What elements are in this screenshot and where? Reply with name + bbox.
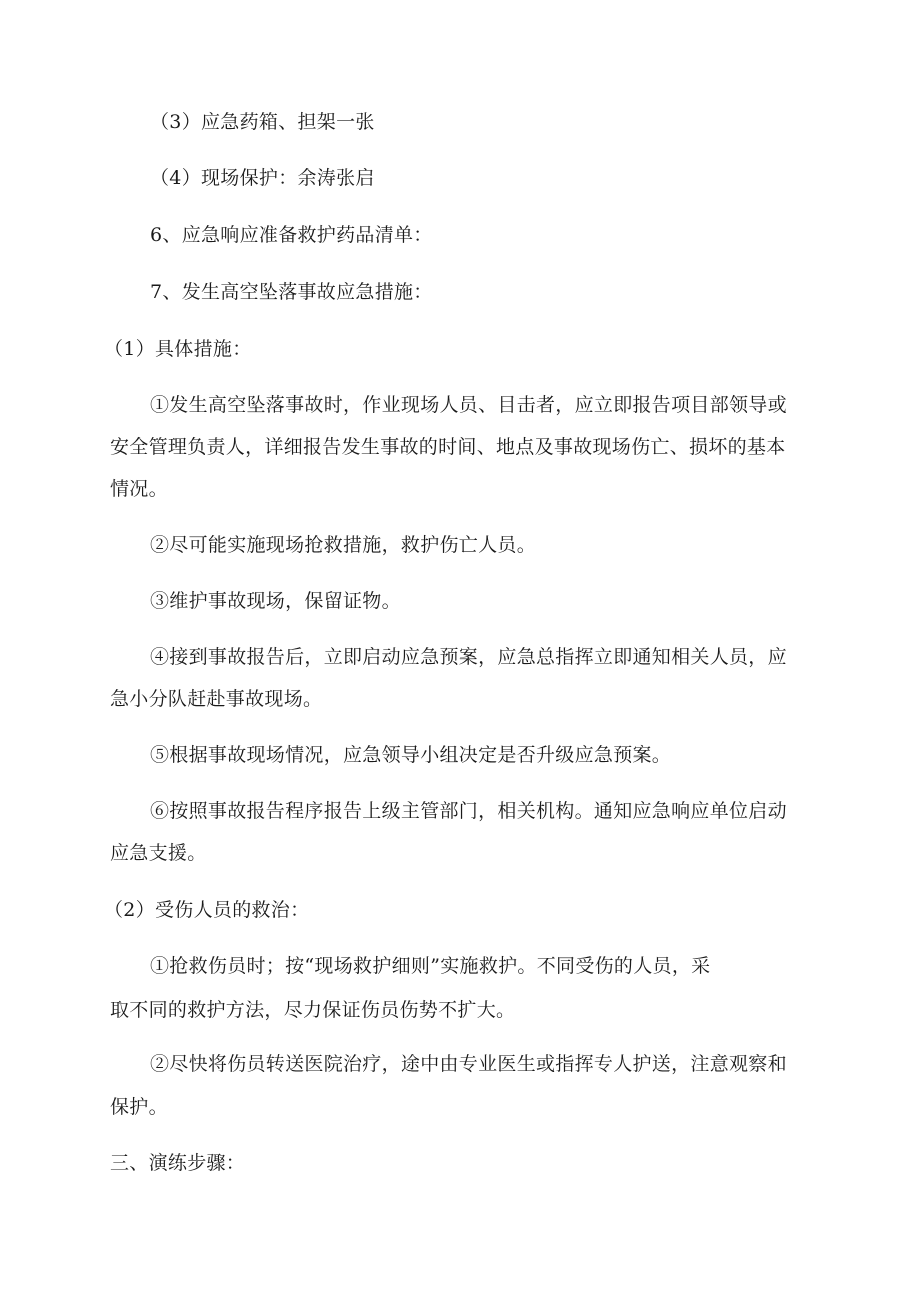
measure-6-line-1: ⑥按照事故报告程序报告上级主管部门，相关机构。通知应急响应单位启动 [150,800,787,822]
subheading-injured-treatment: （2）受伤人员的救治： [104,899,310,921]
heading-drill-steps: 三、演练步骤： [110,1152,246,1174]
item-first-aid-kit: （3）应急药箱、担架一张 [150,111,375,133]
subheading-specific-measures: （1）具体措施： [104,338,252,360]
measure-1-line-2: 安全管理负责人，详细报告发生事故的时间、地点及事故现场伤亡、损坏的基本 [110,436,786,458]
treatment-2-line-1: ②尽快将伤员转送医院治疗，途中由专业医生或指挥专人护送，注意观察和 [150,1053,787,1075]
measure-5: ⑤根据事故现场情况，应急领导小组决定是否升级应急预案。 [150,744,672,766]
heading-medicine-list: 6、应急响应准备救护药品清单： [150,224,433,246]
treatment-2-line-2: 保护。 [110,1096,168,1118]
measure-4-line-1: ④接到事故报告后，立即启动应急预案，应急总指挥立即通知相关人员，应 [150,646,787,668]
treatment-1-line-2: 取不同的救护方法，尽力保证伤员伤势不扩大。 [110,999,516,1021]
measure-6-line-2: 应急支援。 [110,842,207,864]
measure-2: ②尽可能实施现场抢救措施，救护伤亡人员。 [150,534,537,556]
treatment-1-line-1: ①抢救伤员时；按“现场救护细则”实施救护。不同受伤的人员，采 [150,955,711,977]
measure-1-line-1: ①发生高空坠落事故时，作业现场人员、目击者，应立即报告项目部领导或 [150,394,787,416]
measure-1-line-3: 情况。 [110,478,168,500]
heading-fall-accident-measures: 7、发生高空坠落事故应急措施： [150,281,433,303]
measure-4-line-2: 急小分队赶赴事故现场。 [110,688,323,710]
item-scene-protection: （4）现场保护：余涛张启 [150,167,375,189]
measure-3: ③维护事故现场，保留证物。 [150,590,401,612]
